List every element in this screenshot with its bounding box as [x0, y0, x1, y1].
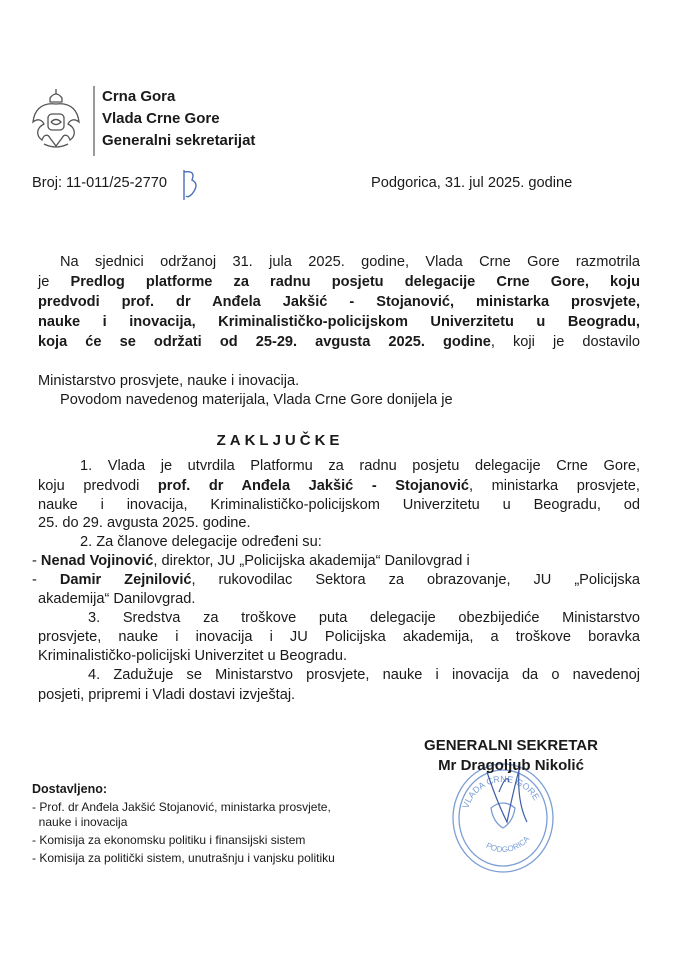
bold-text: prof. dr Anđela Jakšić - Stojanović [157, 478, 470, 494]
text: , ministarka prosvjete, [469, 478, 640, 494]
body-line [32, 552, 470, 570]
header-government: Vlada Crne Gore [102, 110, 220, 127]
body-line [60, 391, 453, 409]
text: koju predvodi [38, 478, 158, 494]
bold-text: Predlog platforme za radnu posjetu delegacije Crne Gore, koju [70, 274, 640, 290]
distribution-label: Dostavljeno: [32, 782, 108, 796]
text: je [38, 274, 71, 290]
body-line [38, 628, 640, 646]
text: - [32, 572, 60, 588]
header-country: Crna Gora [102, 88, 176, 105]
body-line [38, 372, 299, 390]
official-stamp [447, 762, 559, 874]
body-line [38, 686, 295, 704]
text: Ministarstvo prosvjete, nauke i inovacija. [38, 373, 300, 389]
header-department: Generalni sekretarijat [102, 132, 256, 149]
text: 4. Zadužuje se Ministarstvo prosvjete, nauke i inovacija da o navedenoj [88, 667, 640, 683]
distribution-item: - Komisija za politički sistem, unutrašnju i vanjsku politiku [32, 851, 335, 865]
signatory-title: GENERALNI SEKRETAR [424, 737, 598, 754]
handwritten-mark [180, 168, 204, 202]
bold-text: Damir Zejnilović [59, 572, 192, 588]
text: prosvjete, nauke i inovacija i JU Policijska akademija, a troškove boravka [38, 629, 640, 645]
body-line [32, 571, 640, 589]
text: akademija“ Danilovgrad. [38, 591, 196, 607]
body-line [38, 647, 347, 665]
body-line [38, 273, 640, 291]
text: nauke i inovacija, Kriminalističko-policijskom Univerzitetu u Beogradu, od [38, 497, 640, 513]
body-line [60, 253, 640, 271]
svg-text:PODGORICA: PODGORICA [484, 834, 532, 855]
bold-text: koja će se održati od 25-29. avgusta 2025. godine [38, 334, 491, 350]
text: 3. Sredstva za troškove puta delegacije obezbijediće Ministarstvo [88, 610, 640, 626]
bold-text: nauke i inovacija, Kriminalističko-policijskom Univerzitetu u Beogradu, [38, 314, 640, 330]
bold-text: Nenad Vojinović [40, 553, 154, 569]
body-line [38, 590, 195, 608]
distribution-item: nauke i inovacija [32, 815, 128, 829]
body-line [80, 457, 640, 475]
text: posjeti, pripremi i Vladi dostavi izvještaj. [38, 687, 296, 703]
svg-text:VLADA CRNE GORE: VLADA CRNE GORE [460, 773, 542, 810]
coat-of-arms-logo [30, 88, 82, 152]
body-line [88, 609, 640, 627]
body-line [38, 477, 640, 495]
signatory-name: Mr Dragoljub Nikolić [438, 757, 584, 774]
reference-number: Broj: 11-011/25-2770 [32, 175, 167, 191]
text: , direktor, JU „Policijska akademija“ Danilovgrad i [153, 553, 470, 569]
text: 1. Vlada je utvrdila Platformu za radnu posjetu delegacije Crne Gore, [80, 458, 640, 474]
distribution-item: - Prof. dr Anđela Jakšić Stojanović, ministarka prosvjete, [32, 800, 331, 814]
body-line [80, 533, 322, 551]
distribution-item: - Komisija za ekonomsku politiku i finansijski sistem [32, 833, 306, 847]
body-line [38, 333, 640, 351]
body-line [38, 514, 251, 532]
place-date: Podgorica, 31. jul 2025. godine [371, 175, 573, 191]
text: - [32, 553, 41, 569]
text: , koji je dostavilo [490, 334, 641, 350]
header-divider [93, 86, 95, 156]
section-heading: ZAKLJUČKE [216, 432, 344, 449]
body-line [38, 293, 640, 311]
text: Na sjednici održanoj 31. jula 2025. godine, Vlada Crne Gore razmotrila [60, 254, 640, 270]
text: Povodom navedenog materijala, Vlada Crne Gore donijela je [60, 392, 453, 408]
text: , rukovodilac Sektora za obrazovanje, JU „Policijska [191, 572, 641, 588]
text: Kriminalističko-policijski Univerzitet u Beogradu. [38, 648, 348, 664]
body-line [38, 313, 640, 331]
body-line [88, 666, 640, 684]
bold-text: predvodi prof. dr Anđela Jakšić - Stojanović, ministarka prosvjete, [38, 294, 640, 310]
body-line [38, 496, 640, 514]
text: 25. do 29. avgusta 2025. godine. [38, 515, 251, 531]
text: 2. Za članove delegacije određeni su: [80, 534, 322, 550]
